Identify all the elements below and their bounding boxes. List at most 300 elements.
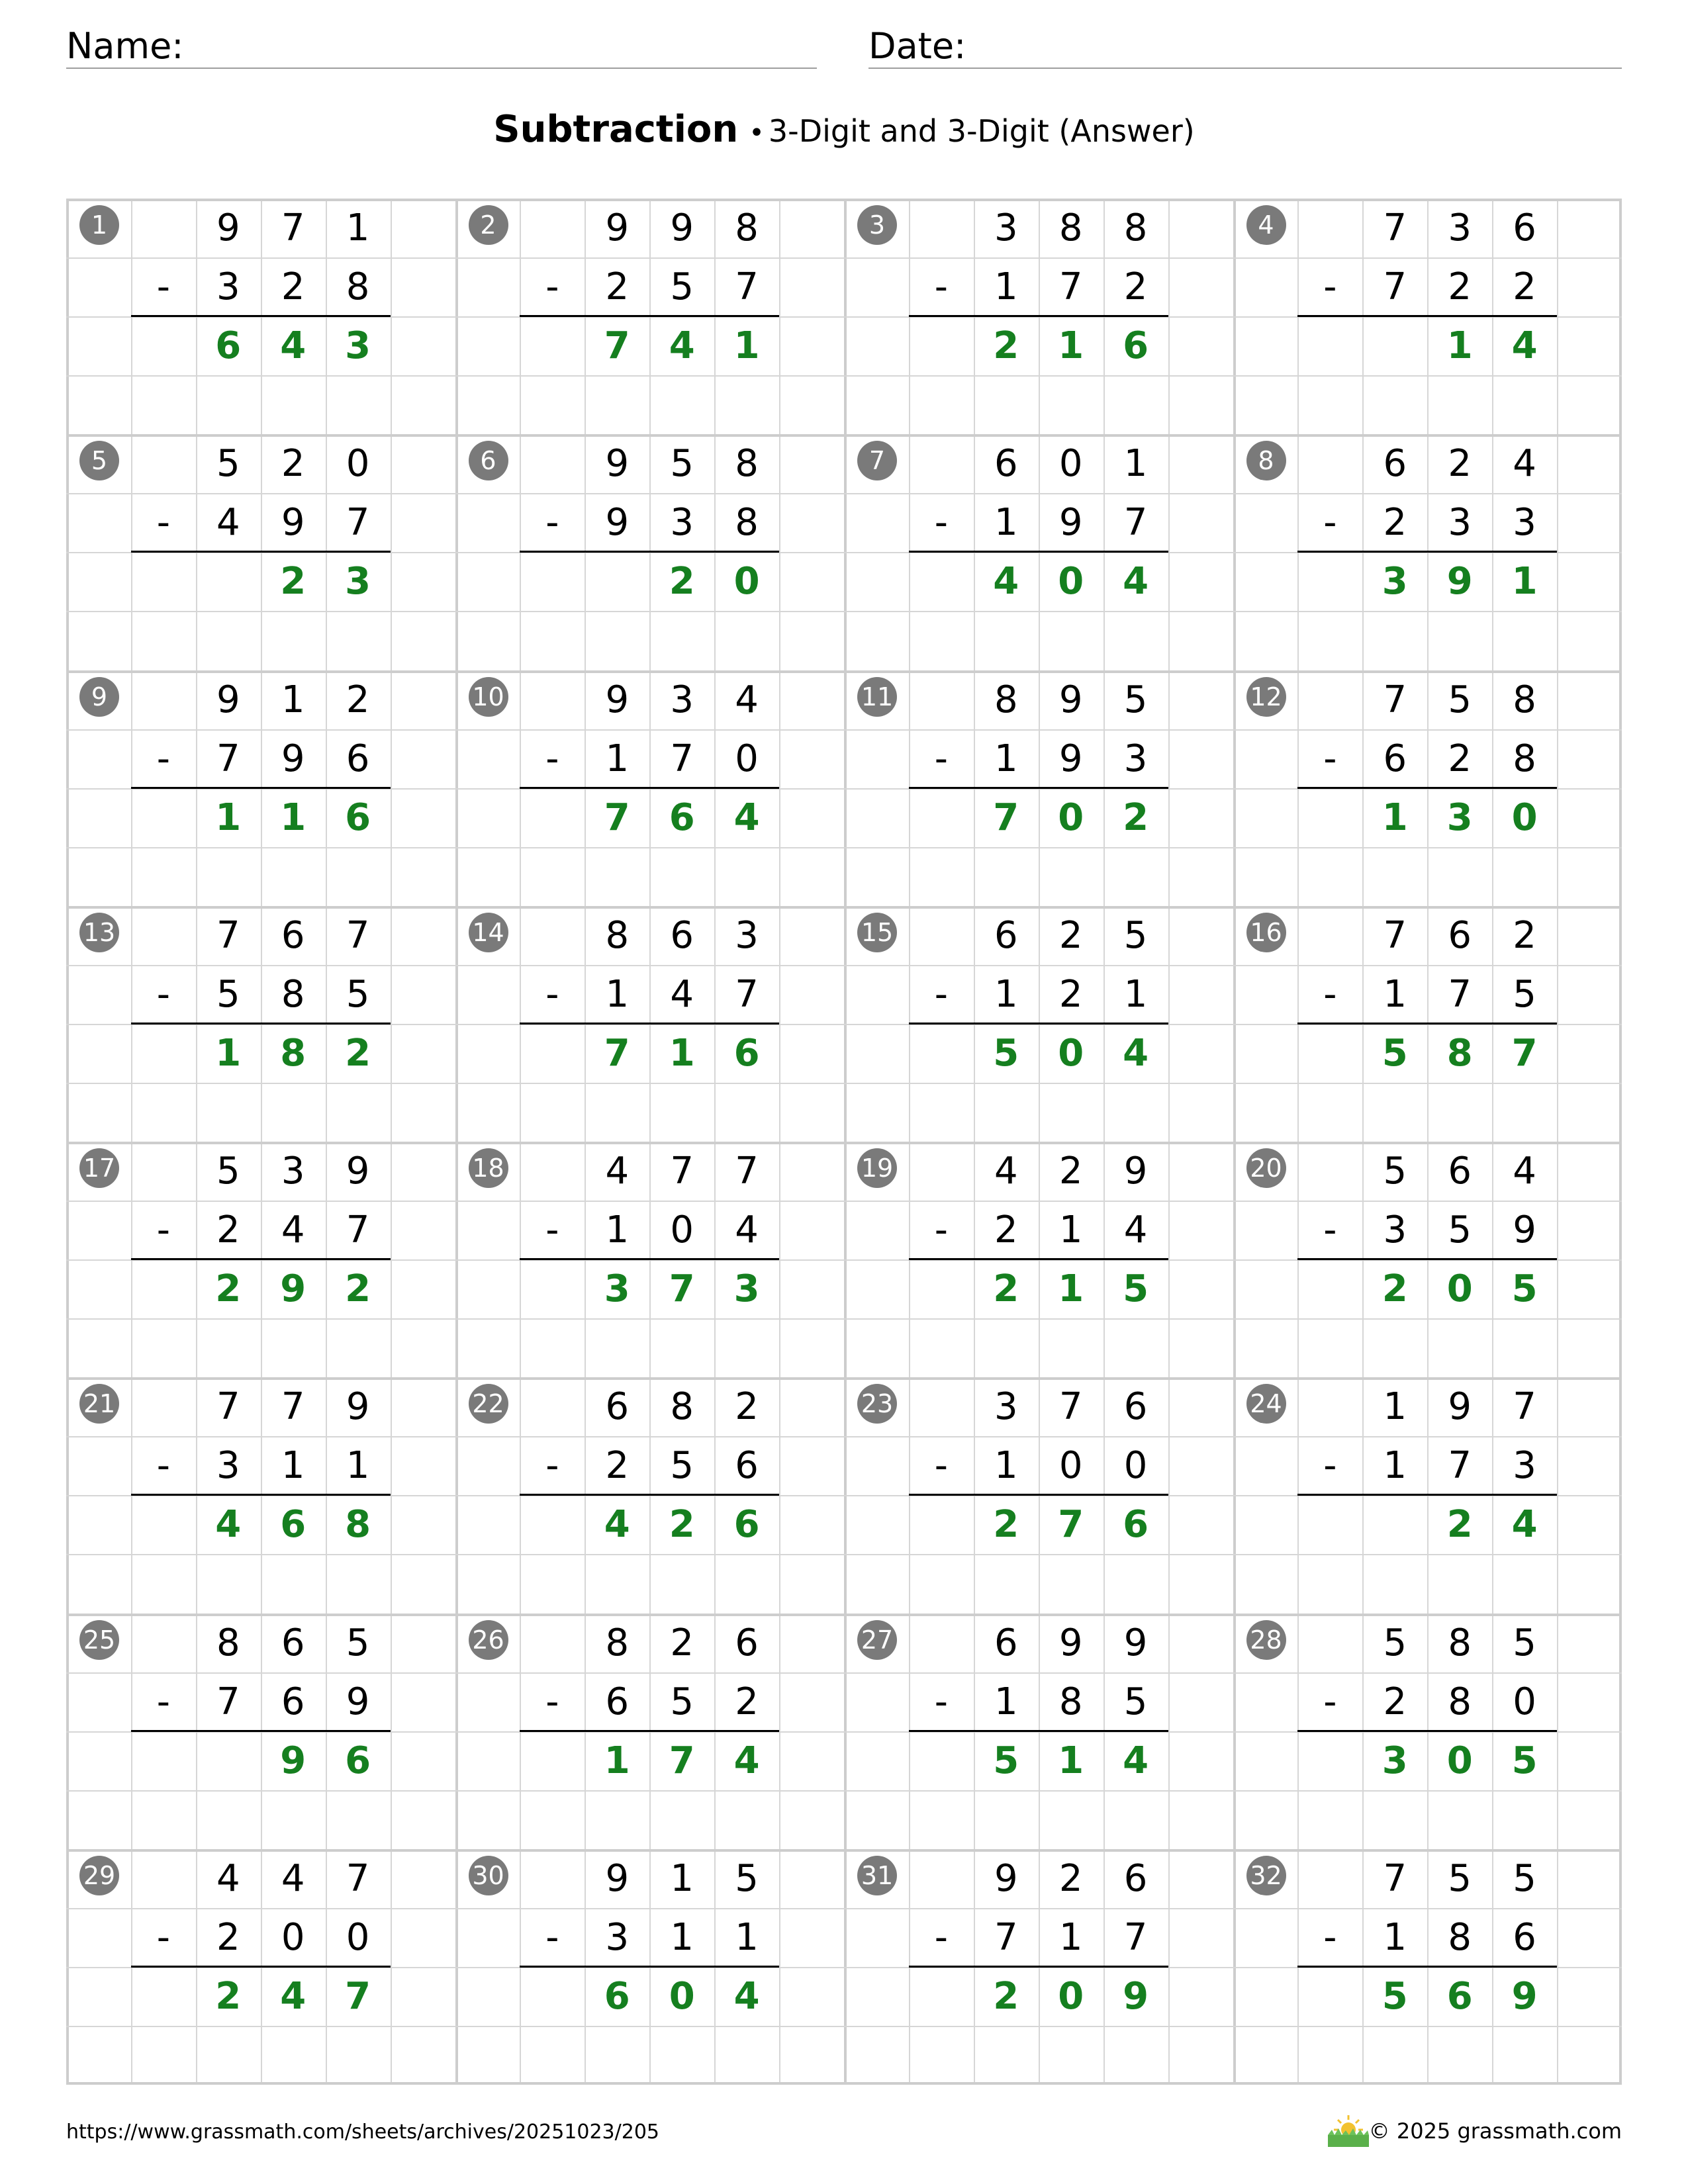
minuend-digit: 5 [735, 1856, 759, 1900]
minuend-digit: 7 [216, 1385, 240, 1429]
footer-copyright: © 2025 grassmath.com [1368, 2118, 1622, 2144]
title-subtitle: 3-Digit and 3-Digit (Answer) [768, 113, 1195, 149]
answer-digit: 1 [1058, 324, 1084, 368]
subtrahend-digit: 2 [1513, 265, 1536, 309]
minuend-digit: 9 [994, 1856, 1018, 1900]
date-label: Date: [868, 25, 966, 67]
minuend-digit: 6 [605, 1385, 630, 1429]
problem [844, 199, 1233, 434]
minuend-digit: 7 [735, 1150, 759, 1193]
subtrahend-digit: 3 [605, 1915, 630, 1959]
subtrahend-digit: 0 [670, 1208, 694, 1252]
minuend-digit: 7 [216, 913, 240, 957]
answer-rule [520, 1966, 779, 1968]
answer-rule [909, 787, 1168, 789]
answer-rule [520, 1494, 779, 1496]
answer-digit: 4 [1123, 1739, 1149, 1782]
answer-digit: 7 [1058, 1503, 1084, 1547]
problem-number-badge: 15 [857, 913, 897, 952]
answer-digit: 7 [1511, 1031, 1538, 1075]
answer-digit: 2 [280, 560, 306, 604]
minuend-digit: 8 [216, 1621, 240, 1664]
problem [844, 1614, 1233, 1849]
answer-rule [131, 787, 391, 789]
subtrahend-digit: 7 [216, 737, 240, 780]
answer-digit: 6 [733, 1503, 760, 1547]
subtrahend-digit: 2 [1448, 737, 1472, 780]
subtrahend-digit: 0 [1513, 1680, 1536, 1723]
minuend-digit: 7 [281, 1385, 305, 1429]
subtrahend-digit: 4 [1123, 1208, 1148, 1252]
answer-rule [520, 315, 779, 317]
answer-digit: 5 [1511, 1267, 1538, 1311]
minuend-digit: 7 [670, 1150, 694, 1193]
answer-digit: 6 [733, 1031, 760, 1075]
minuend-digit: 9 [216, 678, 240, 721]
minus-sign: - [156, 972, 170, 1016]
date-field[interactable] [868, 25, 1622, 69]
answer-digit: 0 [1058, 1031, 1084, 1075]
answer-digit: 6 [345, 1739, 371, 1782]
minuend-digit: 9 [1123, 1150, 1148, 1193]
problem-number-badge: 32 [1246, 1856, 1286, 1895]
problem-number-badge: 18 [469, 1148, 508, 1188]
minus-sign: - [934, 265, 948, 309]
problem-number-badge: 11 [857, 677, 897, 717]
minus-sign: - [934, 737, 948, 780]
problem [66, 670, 455, 906]
answer-digit: 1 [669, 1031, 695, 1075]
subtrahend-digit: 7 [1123, 501, 1148, 545]
answer-rule [909, 315, 1168, 317]
minus-sign: - [1323, 737, 1337, 780]
problem [66, 199, 455, 434]
problem [1233, 1377, 1622, 1613]
subtrahend-digit: 6 [281, 1680, 305, 1723]
answer-digit: 4 [280, 324, 306, 368]
problem [455, 1614, 845, 1849]
minuend-digit: 7 [1383, 206, 1407, 250]
problem-number-badge: 22 [469, 1384, 508, 1424]
minuend-digit: 5 [1448, 1856, 1472, 1900]
minuend-digit: 5 [1383, 1150, 1407, 1193]
subtrahend-digit: 7 [346, 501, 370, 545]
problem [1233, 670, 1622, 906]
answer-rule [520, 787, 779, 789]
minus-sign: - [545, 501, 559, 545]
minuend-digit: 2 [1058, 1856, 1083, 1900]
answer-digit: 2 [993, 1503, 1019, 1547]
subtrahend-digit: 9 [281, 501, 305, 545]
minuend-digit: 0 [1058, 442, 1083, 486]
minuend-digit: 4 [1513, 1150, 1536, 1193]
minuend-digit: 4 [1513, 442, 1536, 486]
answer-digit: 5 [1123, 1267, 1149, 1311]
answer-digit: 4 [733, 796, 760, 839]
answer-digit: 4 [604, 1503, 630, 1547]
problem-number-badge: 25 [79, 1620, 119, 1660]
subtrahend-digit: 2 [216, 1915, 240, 1959]
minuend-digit: 6 [1448, 1150, 1472, 1193]
answer-rule [131, 551, 391, 553]
subtrahend-digit: 5 [670, 265, 694, 309]
minus-sign: - [545, 265, 559, 309]
minus-sign: - [934, 972, 948, 1016]
problem-number-badge: 31 [857, 1856, 897, 1895]
minuend-digit: 2 [1513, 913, 1536, 957]
minuend-digit: 1 [670, 1856, 694, 1900]
minuend-digit: 5 [1123, 913, 1148, 957]
answer-digit: 9 [280, 1739, 306, 1782]
minuend-digit: 8 [1448, 1621, 1472, 1664]
minuend-digit: 2 [1058, 1150, 1083, 1193]
minuend-digit: 3 [994, 206, 1018, 250]
minus-sign: - [545, 972, 559, 1016]
answer-rule [131, 1730, 391, 1732]
answer-digit: 9 [280, 1267, 306, 1311]
minuend-digit: 6 [281, 1621, 305, 1664]
minuend-digit: 7 [1383, 1856, 1407, 1900]
answer-rule [1297, 1023, 1557, 1024]
subtrahend-digit: 1 [670, 1915, 694, 1959]
subtrahend-digit: 0 [346, 1915, 370, 1959]
subtrahend-digit: 4 [670, 972, 694, 1016]
minuend-digit: 1 [281, 678, 305, 721]
subtrahend-digit: 2 [605, 265, 630, 309]
subtrahend-digit: 9 [1513, 1208, 1536, 1252]
minuend-digit: 6 [994, 913, 1018, 957]
minuend-digit: 2 [1058, 913, 1083, 957]
answer-digit: 1 [733, 324, 760, 368]
answer-digit: 0 [1446, 1267, 1473, 1311]
problem [455, 670, 845, 906]
problem-number-badge: 3 [857, 205, 897, 245]
answer-digit: 2 [993, 1267, 1019, 1311]
answer-rule [520, 1258, 779, 1260]
answer-digit: 6 [280, 1503, 306, 1547]
problem [1233, 434, 1622, 670]
minuend-digit: 2 [670, 1621, 694, 1664]
minuend-digit: 7 [346, 1856, 370, 1900]
footer-url[interactable]: https://www.grassmath.com/sheets/archives/20251023/205 [66, 2120, 660, 2144]
minus-sign: - [545, 737, 559, 780]
subtrahend-digit: 3 [1123, 737, 1148, 780]
answer-digit: 7 [669, 1739, 695, 1782]
minuend-digit: 7 [1383, 913, 1407, 957]
problem [844, 1849, 1233, 2085]
minuend-digit: 7 [1058, 1385, 1083, 1429]
problem-number-badge: 1 [79, 205, 119, 245]
minuend-digit: 7 [1513, 1385, 1536, 1429]
minuend-digit: 9 [1123, 1621, 1148, 1664]
answer-digit: 8 [280, 1031, 306, 1075]
answer-digit: 7 [604, 796, 630, 839]
minuend-digit: 2 [735, 1385, 759, 1429]
subtrahend-digit: 2 [735, 1680, 759, 1723]
answer-digit: 3 [345, 560, 371, 604]
answer-digit: 3 [1382, 560, 1408, 604]
answer-digit: 4 [669, 324, 695, 368]
minuend-digit: 6 [670, 913, 694, 957]
minuend-digit: 8 [605, 913, 630, 957]
answer-digit: 9 [1123, 1974, 1149, 2018]
answer-rule [909, 1023, 1168, 1024]
subtrahend-digit: 7 [1448, 1444, 1472, 1488]
subtrahend-digit: 5 [216, 972, 240, 1016]
answer-digit: 2 [345, 1267, 371, 1311]
subtrahend-digit: 1 [1383, 1915, 1407, 1959]
problem-number-badge: 13 [79, 913, 119, 952]
answer-digit: 5 [1382, 1974, 1408, 2018]
name-label: Name: [66, 25, 184, 67]
problem [66, 1142, 455, 1377]
problem [455, 906, 845, 1142]
answer-rule [520, 551, 779, 553]
subtrahend-digit: 1 [605, 1208, 630, 1252]
answer-rule [1297, 1730, 1557, 1732]
subtrahend-digit: 8 [281, 972, 305, 1016]
minuend-digit: 8 [1058, 206, 1083, 250]
problem [1233, 1142, 1622, 1377]
minuend-digit: 8 [994, 678, 1018, 721]
problem [844, 1142, 1233, 1377]
subtrahend-digit: 6 [346, 737, 370, 780]
answer-digit: 1 [215, 1031, 242, 1075]
subtrahend-digit: 1 [994, 972, 1018, 1016]
name-field[interactable] [66, 25, 817, 69]
answer-rule [1297, 551, 1557, 553]
answer-digit: 0 [1446, 1739, 1473, 1782]
minuend-digit: 0 [346, 442, 370, 486]
answer-digit: 8 [1446, 1031, 1473, 1075]
minuend-digit: 6 [1513, 206, 1536, 250]
answer-digit: 4 [733, 1974, 760, 2018]
problem-number-badge: 5 [79, 441, 119, 480]
subtrahend-digit: 7 [1058, 265, 1083, 309]
answer-digit: 2 [993, 1974, 1019, 2018]
minuend-digit: 9 [216, 206, 240, 250]
answer-digit: 2 [215, 1974, 242, 2018]
minuend-digit: 5 [216, 442, 240, 486]
answer-digit: 4 [1123, 560, 1149, 604]
answer-rule [131, 1494, 391, 1496]
subtrahend-digit: 5 [346, 972, 370, 1016]
answer-rule [520, 1023, 779, 1024]
subtrahend-digit: 9 [605, 501, 630, 545]
answer-digit: 1 [1058, 1739, 1084, 1782]
subtrahend-digit: 8 [1448, 1680, 1472, 1723]
problem [844, 434, 1233, 670]
answer-rule [131, 315, 391, 317]
subtrahend-digit: 8 [346, 265, 370, 309]
subtrahend-digit: 8 [735, 501, 759, 545]
problem [455, 199, 845, 434]
answer-digit: 6 [215, 324, 242, 368]
problem-number-badge: 17 [79, 1148, 119, 1188]
subtrahend-digit: 6 [735, 1444, 759, 1488]
problem [1233, 1614, 1622, 1849]
problem-number-badge: 8 [1246, 441, 1286, 480]
minuend-digit: 5 [216, 1150, 240, 1193]
subtrahend-digit: 1 [1123, 972, 1148, 1016]
minuend-digit: 8 [670, 1385, 694, 1429]
minus-sign: - [1323, 1680, 1337, 1723]
minuend-digit: 5 [346, 1621, 370, 1664]
subtrahend-digit: 1 [994, 501, 1018, 545]
subtrahend-digit: 2 [1123, 265, 1148, 309]
answer-digit: 2 [1446, 1503, 1473, 1547]
answer-digit: 5 [993, 1031, 1019, 1075]
minuend-digit: 8 [1513, 678, 1536, 721]
minus-sign: - [1323, 1208, 1337, 1252]
subtrahend-digit: 9 [1058, 501, 1083, 545]
minus-sign: - [934, 1680, 948, 1723]
minuend-digit: 5 [1383, 1621, 1407, 1664]
subtrahend-digit: 2 [216, 1208, 240, 1252]
answer-digit: 4 [1511, 324, 1538, 368]
answer-digit: 1 [1382, 796, 1408, 839]
answer-digit: 1 [1058, 1267, 1084, 1311]
problem-number-badge: 2 [469, 205, 508, 245]
answer-digit: 2 [669, 1503, 695, 1547]
problem-number-badge: 6 [469, 441, 508, 480]
answer-digit: 0 [669, 1974, 695, 2018]
subtrahend-digit: 7 [1123, 1915, 1148, 1959]
answer-digit: 3 [733, 1267, 760, 1311]
subtrahend-digit: 1 [994, 265, 1018, 309]
problem-grid [66, 199, 1622, 2085]
minuend-digit: 4 [281, 1856, 305, 1900]
problem-number-badge: 28 [1246, 1620, 1286, 1660]
minuend-digit: 9 [1058, 1621, 1083, 1664]
subtrahend-digit: 7 [994, 1915, 1018, 1959]
minus-sign: - [934, 1444, 948, 1488]
minuend-digit: 3 [1448, 206, 1472, 250]
subtrahend-digit: 3 [1513, 1444, 1536, 1488]
minuend-digit: 8 [735, 442, 759, 486]
answer-digit: 6 [669, 796, 695, 839]
minuend-digit: 6 [735, 1621, 759, 1664]
answer-rule [131, 1023, 391, 1024]
answer-digit: 1 [1511, 560, 1538, 604]
minuend-digit: 5 [1123, 678, 1148, 721]
answer-digit: 0 [1058, 560, 1084, 604]
problem [66, 1377, 455, 1613]
answer-rule [1297, 1258, 1557, 1260]
minus-sign: - [545, 1915, 559, 1959]
minuend-digit: 4 [216, 1856, 240, 1900]
subtrahend-digit: 2 [605, 1444, 630, 1488]
subtrahend-digit: 2 [281, 265, 305, 309]
subtrahend-digit: 0 [1123, 1444, 1148, 1488]
minuend-digit: 9 [605, 206, 630, 250]
answer-digit: 6 [1123, 1503, 1149, 1547]
minuend-digit: 5 [1513, 1621, 1536, 1664]
grass-sun-logo-icon [1325, 2114, 1372, 2148]
answer-digit: 4 [733, 1739, 760, 1782]
problem-number-badge: 29 [79, 1856, 119, 1895]
subtrahend-digit: 4 [735, 1208, 759, 1252]
answer-digit: 4 [993, 560, 1019, 604]
page-title [0, 106, 1688, 162]
problem-number-badge: 30 [469, 1856, 508, 1895]
subtrahend-digit: 5 [670, 1444, 694, 1488]
subtrahend-digit: 5 [1448, 1208, 1472, 1252]
answer-digit: 4 [1511, 1503, 1538, 1547]
answer-rule [131, 1966, 391, 1968]
problem [455, 1142, 845, 1377]
subtrahend-digit: 1 [605, 737, 630, 780]
subtrahend-digit: 7 [346, 1208, 370, 1252]
answer-digit: 1 [215, 796, 242, 839]
answer-digit: 0 [1511, 796, 1538, 839]
minus-sign: - [1323, 972, 1337, 1016]
minuend-digit: 8 [1123, 206, 1148, 250]
minuend-digit: 9 [1058, 678, 1083, 721]
answer-digit: 0 [1058, 1974, 1084, 2018]
minuend-digit: 6 [994, 1621, 1018, 1664]
answer-digit: 4 [215, 1503, 242, 1547]
minus-sign: - [1323, 1444, 1337, 1488]
answer-rule [909, 1966, 1168, 1968]
subtrahend-digit: 7 [670, 737, 694, 780]
answer-digit: 2 [1123, 796, 1149, 839]
subtrahend-digit: 6 [1383, 737, 1407, 780]
subtrahend-digit: 3 [670, 501, 694, 545]
minuend-digit: 6 [1123, 1385, 1148, 1429]
answer-digit: 1 [1446, 324, 1473, 368]
minus-sign: - [545, 1680, 559, 1723]
answer-digit: 5 [1382, 1031, 1408, 1075]
answer-digit: 3 [1382, 1739, 1408, 1782]
problem-number-badge: 20 [1246, 1148, 1286, 1188]
minus-sign: - [156, 501, 170, 545]
answer-digit: 0 [1058, 796, 1084, 839]
answer-digit: 2 [669, 560, 695, 604]
answer-digit: 9 [1511, 1974, 1538, 2018]
minuend-digit: 6 [1448, 913, 1472, 957]
subtrahend-digit: 6 [605, 1680, 630, 1723]
minuend-digit: 4 [605, 1150, 630, 1193]
minus-sign: - [934, 1915, 948, 1959]
minuend-digit: 8 [605, 1621, 630, 1664]
subtrahend-digit: 1 [994, 1444, 1018, 1488]
minuend-digit: 9 [605, 442, 630, 486]
subtrahend-digit: 1 [346, 1444, 370, 1488]
subtrahend-digit: 8 [1448, 1915, 1472, 1959]
answer-digit: 7 [345, 1974, 371, 2018]
problem [844, 906, 1233, 1142]
minuend-digit: 3 [994, 1385, 1018, 1429]
minus-sign: - [156, 1444, 170, 1488]
answer-digit: 5 [993, 1739, 1019, 1782]
answer-digit: 2 [215, 1267, 242, 1311]
subtrahend-digit: 3 [1513, 501, 1536, 545]
problem-number-badge: 12 [1246, 677, 1286, 717]
answer-rule [909, 1730, 1168, 1732]
subtrahend-digit: 8 [1058, 1680, 1083, 1723]
subtrahend-digit: 9 [281, 737, 305, 780]
problem [1233, 1849, 1622, 2085]
problem-number-badge: 26 [469, 1620, 508, 1660]
minuend-digit: 5 [1448, 678, 1472, 721]
answer-rule [131, 1258, 391, 1260]
subtrahend-digit: 2 [994, 1208, 1018, 1252]
answer-digit: 7 [669, 1267, 695, 1311]
minuend-digit: 2 [281, 442, 305, 486]
subtrahend-digit: 5 [670, 1680, 694, 1723]
subtrahend-digit: 5 [1513, 972, 1536, 1016]
